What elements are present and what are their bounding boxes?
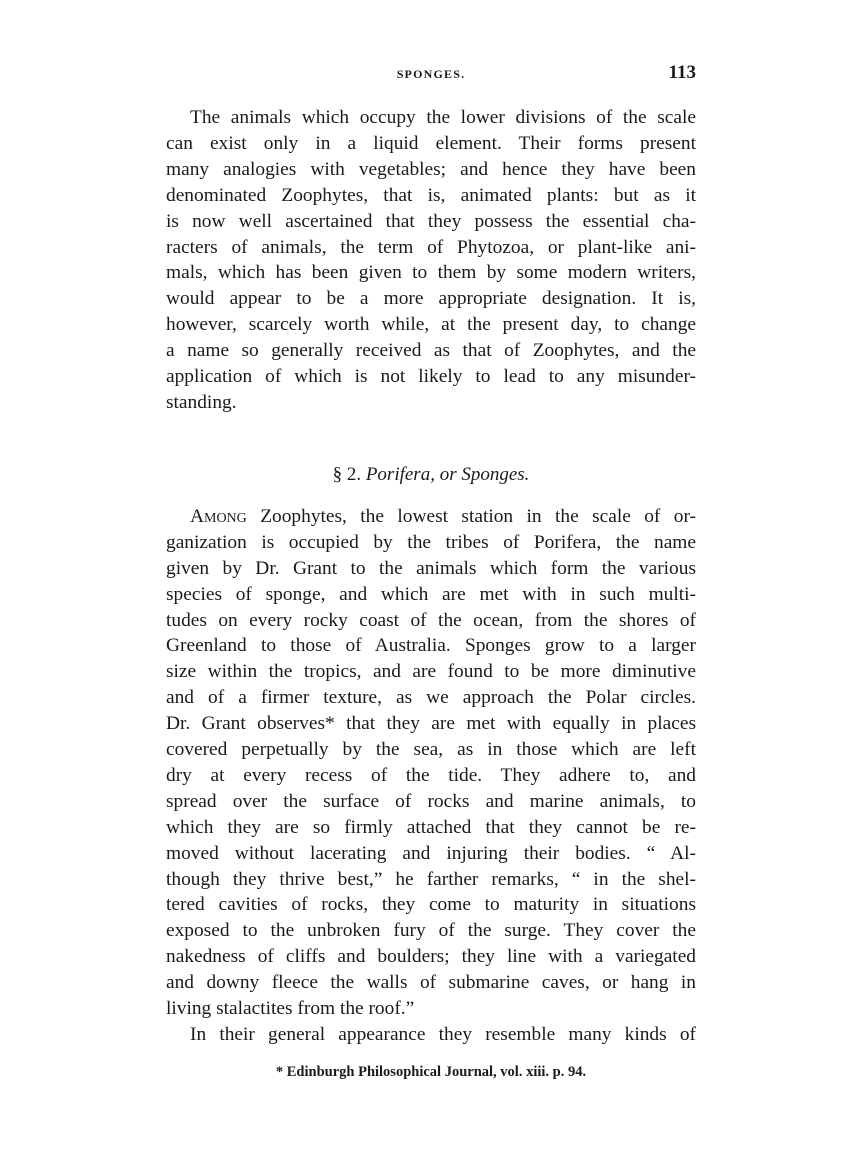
- page-number: 113: [668, 62, 696, 83]
- text-line: species of sponge, and which are met with in such multi-: [166, 583, 696, 605]
- text-line: The animals which occupy the lower divisions of the scale: [190, 107, 696, 128]
- text-line: denominated Zoophytes, that is, animated plants: but as it: [166, 184, 696, 206]
- text-line: ganization is occupied by the tribes of Porifera, the name: [166, 531, 696, 553]
- text-line: exposed to the unbroken fury of the surge. They cover the: [166, 920, 696, 942]
- book-page: [166, 62, 696, 1081]
- text-line: size within the tropics, and are found to be more diminutive: [166, 661, 696, 683]
- text-line: Among Zoophytes, the lowest station in the scale of or-: [190, 505, 696, 527]
- text-line: given by Dr. Grant to the animals which form the various: [166, 557, 696, 579]
- text-line: a name so generally received as that of Zoophytes, and the: [166, 340, 696, 362]
- text-line: mals, which has been given to them by some modern writers,: [166, 262, 696, 284]
- paragraph-intro: [166, 105, 696, 416]
- text-line: In their general appearance they resemble many kinds of: [190, 1024, 696, 1045]
- running-title: SPONGES.: [396, 67, 466, 81]
- footnote: * Edinburgh Philosophical Journal, vol. xiii. p. 94.: [275, 1063, 587, 1080]
- text-line: however, scarcely worth while, at the present day, to change: [166, 314, 696, 336]
- text-line: tered cavities of rocks, they come to maturity in situations: [166, 894, 696, 916]
- section-title: Porifera, or Sponges.: [365, 463, 530, 485]
- text-line: application of which is not likely to lead to any misunder-: [166, 366, 696, 388]
- running-head: [166, 62, 696, 86]
- paragraph-appearance: [166, 1022, 696, 1048]
- text-line: many analogies with vegetables; and hence they have been: [166, 158, 696, 180]
- text-line: Dr. Grant observes* that they are met with equally in places: [166, 713, 696, 735]
- text-line: and downy fleece the walls of submarine caves, or hang in: [166, 972, 696, 994]
- text-line: which they are so firmly attached that they cannot be re-: [166, 816, 696, 838]
- text-line: Greenland to those of Australia. Sponges grow to a larger: [166, 635, 696, 657]
- text-line: covered perpetually by the sea, as in those which are left: [166, 739, 696, 761]
- first-word: Among: [190, 505, 247, 527]
- text-line: tudes on every rocky coast of the ocean, from the shores of: [166, 609, 696, 631]
- text-line: spread over the surface of rocks and marine animals, to: [166, 790, 696, 812]
- text-line: and of a firmer texture, as we approach the Polar circles.: [166, 687, 696, 709]
- section-number: § 2.: [332, 463, 362, 485]
- text-line: though they thrive best,” he farther remarks, “ in the shel-: [166, 868, 696, 890]
- text-line: is now well ascertained that they possess the essential cha-: [166, 210, 696, 232]
- text-line: racters of animals, the term of Phytozoa, or plant-like ani-: [166, 236, 696, 258]
- text-line: nakedness of cliffs and boulders; they line with a variegated: [166, 946, 696, 968]
- text-line: living stalactites from the roof.”: [166, 998, 415, 1020]
- section-heading: [166, 464, 696, 486]
- text-line: dry at every recess of the tide. They adhere to, and: [166, 764, 696, 786]
- paragraph-porifera: [166, 504, 696, 1022]
- text-line: moved without lacerating and injuring their bodies. “ Al-: [166, 842, 696, 864]
- text-line: can exist only in a liquid element. Their forms present: [166, 132, 696, 154]
- text-line: standing.: [166, 391, 237, 413]
- text-line: would appear to be a more appropriate designation. It is,: [166, 288, 696, 310]
